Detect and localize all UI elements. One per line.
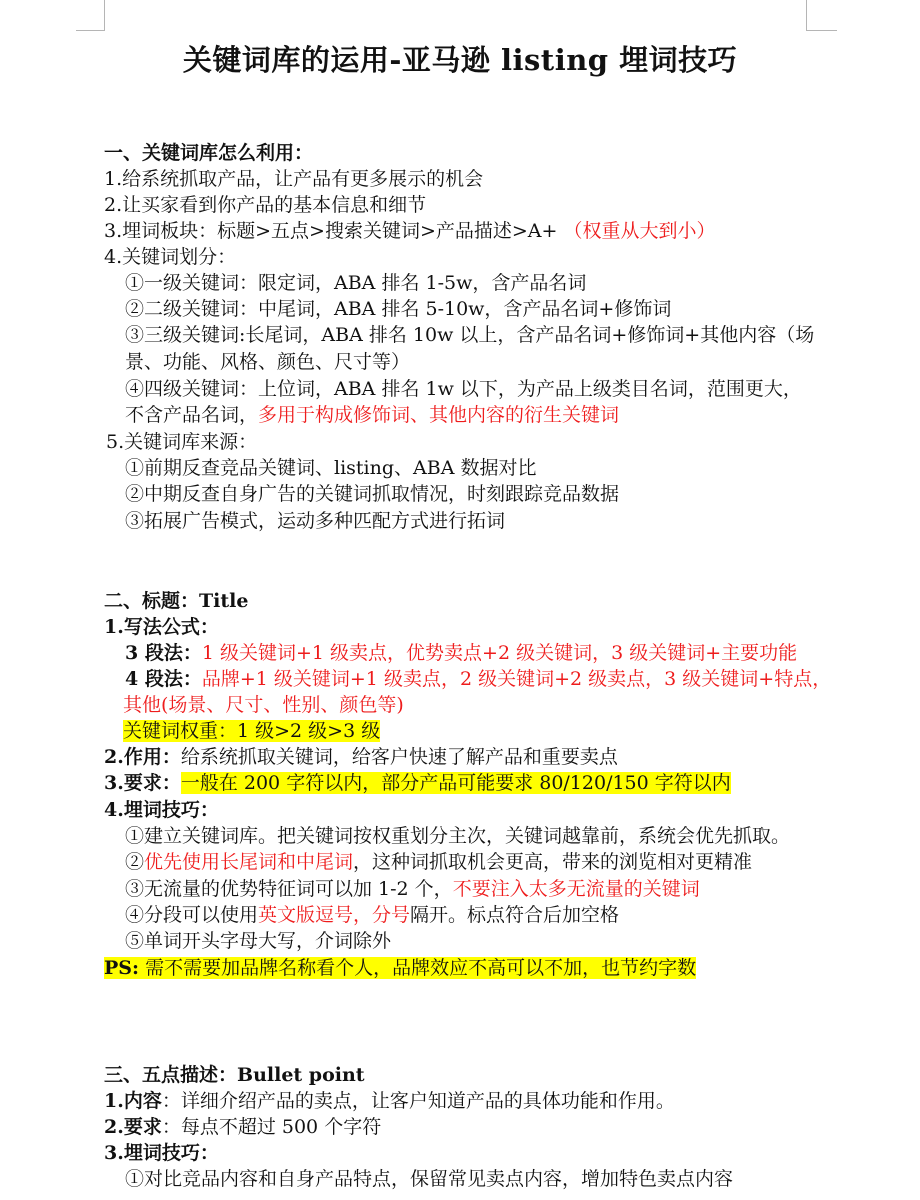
s1-item-4: 4.关键词划分： [104,246,237,268]
s1-item-5: 5.关键词库来源： [106,431,258,453]
s2-tip-4-red: 英文版逗号，分号 [258,904,411,926]
s2-weight-text: 关键词权重：1 级>2 级>3 级 [123,720,381,742]
keyword-level-3: ③三级关键词:长尾词，ABA 排名 10w 以上，含产品名词+修饰词+其他内容（场 [125,324,815,346]
s2-ps [104,955,696,981]
s2-ps-label: PS: [104,957,140,979]
s2-tip-2 [125,849,752,875]
s3-content [104,1088,675,1114]
section3-heading [104,1062,365,1088]
s2-formula-3 [125,640,797,666]
source-1: ①前期反查竞品关键词、listing、ABA 数据对比 [125,457,537,479]
s2-tip-3 [125,876,700,902]
s3-tips-label: 3.埋词技巧： [104,1142,219,1164]
s2-tip-3-text: ③无流量的优势特征词可以加 1-2 个， [125,878,453,900]
s2-req-label: 3.要求： [104,772,181,794]
s2-formula-4-label: 4 段法： [125,668,202,690]
s1-item-2: 2.让买家看到你产品的基本信息和细节 [104,194,427,216]
s2-weight [123,718,380,744]
page-corner-mark-right [806,0,837,31]
s3-content-label: 1.内容 [104,1090,162,1112]
s1-item-3-note: （权重从大到小） [563,220,716,242]
keyword-level-4-cont-red: 多用于构成修饰词、其他内容的衍生关键词 [258,404,620,426]
s2-tip-1: ①建立关键词库。把关键词按权重划分主次，关键词越靠前，系统会优先抓取。 [125,825,791,847]
s2-ps-text: 需不需要加品牌名称看个人，品牌效应不高可以不加，也节约字数 [139,957,697,979]
document-title: 关键词库的运用-亚马逊 listing 埋词技巧 [182,43,738,77]
s2-requirement [104,770,731,796]
page-corner-mark-left [76,0,105,31]
s2-tip-3-red: 不要注入太多无流量的关键词 [452,878,700,900]
s3-content-text: ：详细介绍产品的卖点，让客户知道产品的具体功能和作用。 [161,1090,675,1112]
s2-use-text: 给系统抓取关键词，给客户快速了解产品和重要卖点 [180,746,618,768]
s2-tips-label: 4.埋词技巧： [104,799,219,821]
s2-req-text: 一般在 200 字符以内，部分产品可能要求 80/120/150 字符以内 [180,772,731,794]
s3-requirement [104,1114,381,1140]
s2-use-label: 2.作用： [104,746,181,768]
s2-tip-5: ⑤单词开头字母大写，介词除外 [125,930,392,952]
s2-formula-4-cont: 其他(场景、尺寸、性别、颜色等) [123,694,404,716]
section1-heading: 一、关键词库怎么利用： [104,142,314,164]
section3-heading-en: Bullet point [237,1064,365,1086]
s2-use [104,744,618,770]
s3-req-text: ：每点不超过 500 个字符 [161,1116,382,1138]
source-2: ②中期反查自身广告的关键词抓取情况，时刻跟踪竞品数据 [125,483,620,505]
s2-formula-3-part2: 优势卖点+2 级关键词， [406,642,612,664]
s3-tip-1: ①对比竞品内容和自身产品特点，保留常见卖点内容，增加特色卖点内容 [125,1168,734,1190]
section2-heading: 二、标题：Title [104,590,249,612]
s1-item-3 [104,218,716,244]
s1-item-1: 1.给系统抓取产品，让产品有更多展示的机会 [104,168,484,190]
s2-formula-3-part3: 3 级关键词+主要功能 [611,642,798,664]
s2-formula-4 [125,666,831,692]
s2-tip-2-red: 优先使用长尾词和中尾词 [144,851,354,873]
keyword-level-2: ②二级关键词：中尾词，ABA 排名 5-10w，含产品名词+修饰词 [125,298,672,320]
keyword-level-1: ①一级关键词：限定词，ABA 排名 1-5w，含产品名词 [125,272,587,294]
keyword-level-4: ④四级关键词：上位词，ABA 排名 1w 以下，为产品上级类目名词，范围更大， [125,378,802,400]
s2-tip-4 [125,902,619,928]
section3-heading-cn: 三、五点描述： [104,1064,238,1086]
s2-formula-4-part2: 2 级关键词+2 级卖点， [459,668,665,690]
s2-formula-4-part3: 3 级关键词+特点， [664,668,832,690]
s2-tip-2-num: ② [125,851,145,873]
s2-formula-3-part1: 1 级关键词+1 级卖点， [201,642,407,664]
s2-formula-3-label: 3 段法： [125,642,202,664]
keyword-level-4-cont [125,402,619,428]
s2-tip-2-rest: ，这种词抓取机会更高，带来的浏览相对更精准 [353,851,753,873]
s3-req-label: 2.要求 [104,1116,162,1138]
source-3: ③拓展广告模式，运动多种匹配方式进行拓词 [125,510,506,532]
s2-tip-4-text: ④分段可以使用 [125,904,259,926]
s2-formula-4-part1: 品牌+1 级关键词+1 级卖点， [201,668,460,690]
keyword-level-4-cont-text: 不含产品名词， [125,404,259,426]
s1-item-3-text: 3.埋词板块：标题>五点>搜索关键词>产品描述>A+ [104,220,558,242]
s2-formula-label: 1.写法公式： [104,616,219,638]
s2-ps-highlight [104,957,696,979]
keyword-level-3-cont: 景、功能、风格、颜色、尺寸等） [125,351,411,373]
s2-tip-4-rest: 隔开。标点符合后加空格 [410,904,620,926]
